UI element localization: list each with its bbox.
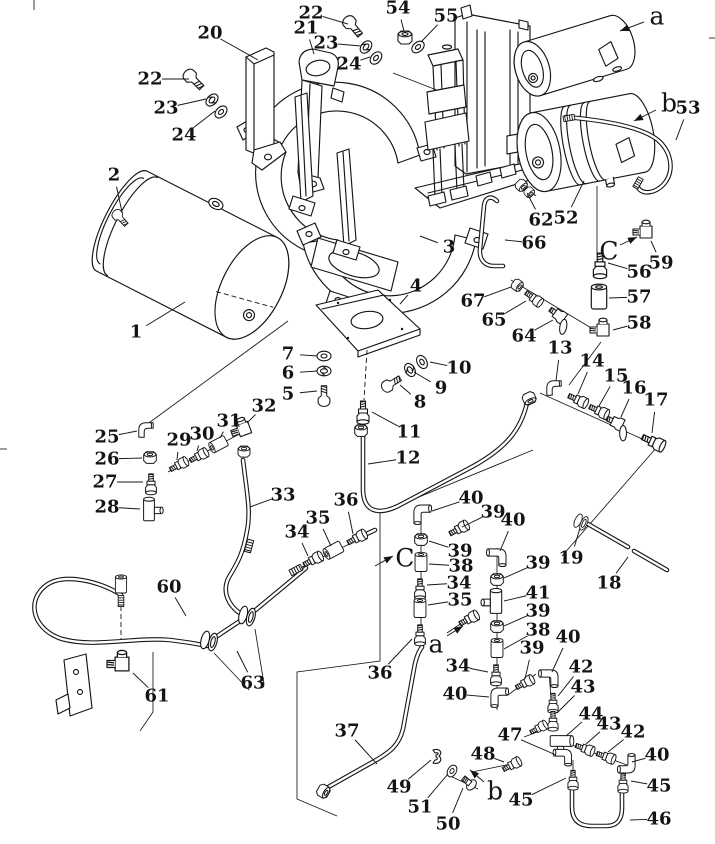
- fit-fitting-icon: [618, 773, 628, 793]
- callout-leader: [360, 57, 370, 60]
- callout-leader: [420, 236, 438, 243]
- callout-label: 49: [386, 776, 412, 798]
- callout-leader: [237, 651, 248, 672]
- callout-label: 28: [94, 496, 120, 518]
- callout-leader: [432, 502, 460, 511]
- callout-label: 67: [460, 290, 486, 312]
- connection-letter: a: [649, 1, 665, 31]
- callout-label: 26: [94, 448, 120, 470]
- grom-fitting-icon: [237, 605, 257, 627]
- callout-label: 63: [240, 672, 266, 694]
- nut-fitting-icon: [144, 452, 157, 464]
- tee-fitting-icon: [144, 497, 164, 521]
- callout-leader: [178, 99, 206, 105]
- callout-leader: [500, 531, 508, 551]
- callout-leader: [453, 788, 463, 813]
- nut-fitting-icon: [510, 278, 525, 293]
- callout-leader: [676, 119, 684, 140]
- callout-leader: [552, 648, 563, 672]
- callout-leader: [400, 385, 411, 394]
- callout-leader: [300, 355, 317, 356]
- callout-label: 11: [396, 421, 422, 443]
- callout-label: 64: [511, 325, 537, 347]
- callout-label: 24: [171, 124, 197, 146]
- callout-label: 42: [568, 656, 594, 678]
- callout-leader: [470, 668, 488, 672]
- bolt-fitting-icon: [318, 386, 330, 407]
- callout-label: 44: [578, 703, 604, 725]
- callout-leader: [302, 543, 308, 556]
- callout-label: 7: [281, 343, 295, 365]
- callout-label: 66: [521, 232, 547, 254]
- callout-label: 39: [480, 501, 506, 523]
- tee-fitting-icon: [481, 589, 502, 614]
- callout-label: 27: [92, 471, 118, 493]
- tube-12: [363, 403, 527, 511]
- callout-leader: [414, 372, 431, 382]
- nut-fitting-icon: [415, 534, 428, 546]
- callout-label: 54: [385, 0, 411, 19]
- callout-label: 53: [675, 97, 701, 119]
- callout-label: 52: [553, 207, 579, 229]
- sleeve-fitting-icon: [591, 284, 606, 309]
- callout-label: 30: [189, 423, 215, 445]
- nut-fitting-icon: [398, 31, 412, 44]
- fit-fitting-icon: [168, 456, 190, 474]
- callout-label: 23: [313, 32, 339, 54]
- sleeve-fitting-icon: [491, 638, 503, 657]
- callout-leader: [300, 371, 317, 372]
- callout-label: 36: [367, 662, 393, 684]
- callout-leader: [368, 460, 396, 464]
- callout-label: 45: [508, 789, 534, 811]
- bolt-fitting-icon: [181, 67, 206, 92]
- callout-label: 41: [525, 582, 551, 604]
- callout-label: 47: [497, 724, 523, 746]
- nut-fitting-icon: [491, 574, 504, 586]
- callout-label: 57: [626, 286, 652, 308]
- valve-61-bracket: [56, 654, 92, 716]
- callout-leader: [300, 391, 317, 393]
- callout-label: 6: [281, 362, 295, 384]
- elbf-fitting-icon: [107, 650, 129, 670]
- callout-label: 43: [570, 676, 596, 698]
- callout-label: 34: [446, 572, 472, 594]
- pipe-46: [572, 789, 622, 826]
- fit-fitting-icon: [595, 749, 617, 765]
- callout-label: 2: [107, 164, 121, 186]
- callout-leader: [401, 20, 404, 31]
- callout-label: 59: [648, 252, 674, 274]
- nut-fitting-icon: [521, 390, 537, 406]
- callout-label: 37: [334, 720, 360, 742]
- callout-leader: [428, 602, 448, 605]
- callout-leader: [430, 362, 447, 366]
- callout-leader: [119, 508, 140, 509]
- ferr-fitting-icon: [118, 595, 124, 606]
- rod-18-a-inner: [588, 524, 628, 547]
- callout-leader: [250, 499, 272, 507]
- callout-label: 56: [626, 261, 652, 283]
- rod-18-b-inner: [634, 551, 667, 570]
- callout-label: 38: [525, 619, 551, 641]
- connection-letter: a: [428, 629, 444, 659]
- callout-leader: [338, 44, 361, 46]
- callout-label: 58: [626, 312, 652, 334]
- callout-label: 35: [447, 589, 473, 611]
- connection-letter: C: [599, 236, 619, 266]
- fit-fitting-icon: [640, 431, 667, 453]
- lockw-fitting-icon: [317, 366, 331, 376]
- callout-label: 61: [144, 685, 170, 707]
- callout-label: 24: [336, 53, 362, 75]
- fit-fitting-icon: [568, 770, 578, 790]
- valve-fitting-icon: [541, 304, 575, 337]
- callout-leader: [599, 386, 610, 406]
- callout-label: 9: [434, 377, 448, 399]
- callout-leader: [197, 446, 199, 451]
- callout-leader: [348, 512, 353, 534]
- callout-leader: [175, 597, 186, 616]
- fit-fitting-icon: [548, 693, 558, 713]
- callout-label: 1: [129, 321, 143, 343]
- callout-label: 40: [644, 744, 670, 766]
- callout-leader: [556, 360, 559, 381]
- callout-label: 40: [458, 487, 484, 509]
- nut-fitting-icon: [238, 446, 250, 457]
- callout-label: 32: [251, 395, 277, 417]
- connection-letter: b: [660, 88, 678, 118]
- tube-12-inner: [363, 403, 527, 511]
- washer-fitting-icon: [445, 763, 459, 778]
- callout-label: 55: [433, 5, 459, 27]
- fit-fitting-icon: [457, 609, 481, 628]
- callout-leader: [421, 25, 438, 42]
- connection-arrowhead: [383, 556, 393, 563]
- callout-label: 22: [298, 2, 324, 24]
- washer-fitting-icon: [213, 104, 230, 121]
- washer-fitting-icon: [414, 354, 429, 371]
- callout-label: 34: [445, 655, 471, 677]
- callout-leader: [504, 616, 527, 626]
- callout-label: 29: [166, 429, 192, 451]
- callout-label: 43: [596, 713, 622, 735]
- hose-33-inner: [226, 460, 249, 614]
- callout-label: 8: [413, 391, 427, 413]
- callout-leader: [609, 297, 627, 298]
- callout-leader: [484, 287, 511, 297]
- lockw-fitting-icon: [204, 92, 221, 109]
- sleeve-fitting-icon: [415, 552, 427, 571]
- callout-leader: [613, 326, 627, 330]
- callout-leader: [578, 372, 587, 394]
- fit-fitting-icon: [574, 741, 596, 757]
- callout-leader: [177, 452, 178, 460]
- callout-label: 13: [547, 337, 573, 359]
- fit-fitting-icon: [514, 674, 536, 692]
- sleeve-fitting-icon: [414, 598, 426, 617]
- fit-fitting-icon: [447, 519, 471, 538]
- callout-leader: [532, 778, 566, 795]
- callout-label: 38: [448, 555, 474, 577]
- elbowR-fitting-icon: [539, 670, 558, 688]
- elbowR-fitting-icon: [487, 549, 506, 567]
- callout-label: 14: [579, 350, 605, 372]
- connection-letter: b: [486, 776, 504, 806]
- callout-leader: [535, 320, 553, 330]
- bolt-fitting-icon: [379, 373, 403, 394]
- callout-label: 33: [270, 484, 296, 506]
- callout-label: 40: [555, 626, 581, 648]
- callout-leader: [355, 740, 377, 764]
- callout-leader: [220, 39, 258, 60]
- callout-label: 17: [643, 389, 669, 411]
- callout-leader: [372, 412, 398, 426]
- callout-label: 21: [293, 17, 319, 39]
- callout-leader: [429, 564, 449, 565]
- callout-label: 22: [137, 68, 163, 90]
- callout-label: 40: [500, 509, 526, 531]
- washer-fitting-icon: [368, 50, 384, 67]
- callout-label: 16: [621, 377, 647, 399]
- fit-fitting-icon: [345, 528, 369, 547]
- callout-label: 45: [646, 775, 672, 797]
- fit-fitting-icon: [548, 711, 558, 731]
- callout-leader: [652, 412, 655, 433]
- fit-fitting-icon: [415, 579, 426, 600]
- callout-label: 46: [646, 808, 672, 830]
- callout-leader: [504, 568, 527, 578]
- callout-label: 65: [481, 309, 507, 331]
- callout-label: 48: [470, 743, 496, 765]
- callout-label: 39: [447, 540, 473, 562]
- callout-leader: [467, 695, 489, 697]
- callout-label: 3: [442, 236, 456, 258]
- grom-fitting-icon: [572, 513, 590, 531]
- callout-leader: [193, 111, 215, 128]
- callout-leader: [631, 781, 647, 784]
- callout-label: 42: [620, 721, 646, 743]
- callout-label: 31: [216, 410, 242, 432]
- callout-label: 34: [284, 521, 310, 543]
- elbowR-fitting-icon: [491, 688, 509, 707]
- elbowR-fitting-icon: [617, 754, 635, 773]
- sleeve-fitting-icon: [115, 575, 126, 593]
- callout-label: 35: [305, 507, 331, 529]
- callout-leader: [428, 774, 448, 798]
- nut-fitting-icon: [355, 425, 368, 437]
- elbf-fitting-icon: [590, 318, 609, 336]
- callout-label: 39: [525, 600, 551, 622]
- callout-leader: [427, 584, 447, 585]
- callout-label: 51: [407, 796, 433, 818]
- callout-leader: [621, 399, 629, 417]
- elbowR-fitting-icon: [553, 749, 571, 766]
- callout-leader: [323, 529, 331, 546]
- callout-label: 10: [446, 357, 472, 379]
- callout-label: 19: [558, 547, 584, 569]
- grom-fitting-icon: [199, 630, 219, 652]
- fit-fitting-icon: [357, 401, 369, 424]
- callout-label: 23: [153, 97, 179, 119]
- callout-leader: [651, 241, 656, 252]
- connection-letter: C: [395, 543, 415, 573]
- callout-label: 60: [156, 576, 182, 598]
- callout-label: 50: [435, 813, 461, 835]
- bolt-fitting-icon: [340, 13, 365, 39]
- fit-fitting-icon: [528, 719, 549, 736]
- callout-label: 36: [333, 489, 359, 511]
- callout-leader: [505, 240, 522, 242]
- callout-leader: [504, 596, 526, 601]
- lockw-fitting-icon: [402, 362, 417, 379]
- callout-leader: [616, 557, 628, 573]
- callout-label: 20: [197, 22, 223, 44]
- fit-fitting-icon: [501, 756, 523, 774]
- fit-fitting-icon: [415, 625, 426, 646]
- fit-fitting-icon: [146, 474, 157, 495]
- ferr-fitting-icon: [633, 177, 643, 189]
- sleeve-fitting-icon: [322, 541, 345, 561]
- clip-fitting-icon: [433, 750, 441, 764]
- callout-label: 62: [528, 209, 554, 231]
- callout-leader: [119, 431, 137, 435]
- callout-label: 39: [519, 637, 545, 659]
- callout-leader: [494, 758, 504, 762]
- callout-label: 5: [281, 383, 295, 405]
- callout-leader: [557, 695, 575, 713]
- callout-label: 40: [442, 683, 468, 705]
- fit-fitting-icon: [301, 550, 325, 569]
- callout-label: 4: [409, 275, 423, 297]
- elbf-fitting-icon: [633, 220, 652, 238]
- callout-leader: [429, 541, 449, 547]
- callout-leader: [388, 639, 412, 664]
- elbT-fitting-icon: [139, 423, 153, 437]
- callout-leader: [574, 528, 580, 547]
- callout-label: 25: [94, 426, 120, 448]
- washer-fitting-icon: [317, 351, 331, 361]
- callout-label: 15: [603, 365, 629, 387]
- nut-fitting-icon: [491, 621, 504, 633]
- callout-leader: [630, 819, 647, 820]
- connection-arrowhead: [627, 237, 637, 244]
- elbT-fitting-icon: [547, 381, 561, 395]
- fit-fitting-icon: [523, 288, 545, 308]
- callout-label: 39: [525, 552, 551, 574]
- callout-leader: [408, 760, 431, 779]
- elbowR-fitting-icon: [414, 505, 432, 524]
- callout-label: 18: [596, 572, 622, 594]
- callout-label: 12: [395, 447, 421, 469]
- callout-leader: [504, 301, 526, 314]
- fit-fitting-icon: [491, 665, 502, 686]
- callout-leader: [119, 458, 142, 459]
